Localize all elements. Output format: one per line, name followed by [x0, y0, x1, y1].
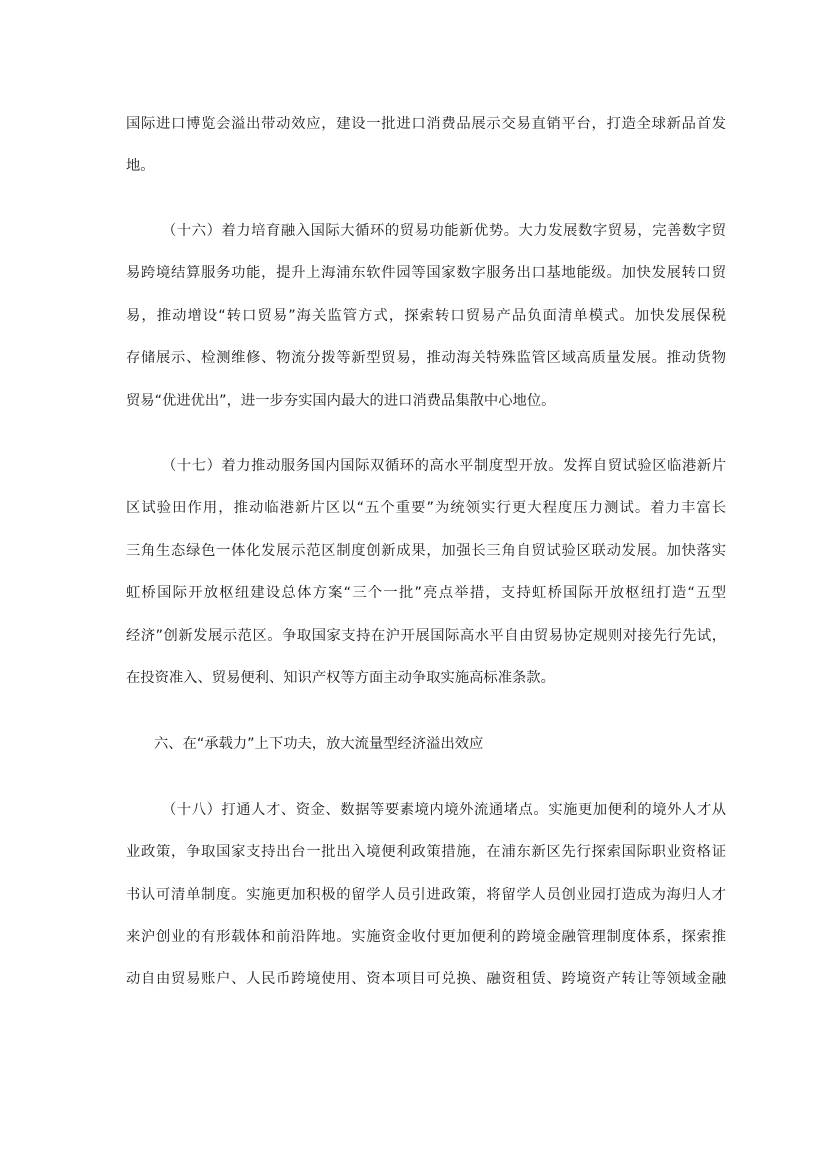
paragraph-line: 在投资准入、贸易便利、知识产权等方面主动争取实施高标准条款。 — [126, 670, 555, 686]
paragraph-line: 易跨境结算服务功能，提升上海浦东软件园等国家数字服务出口基地能级。加快发展转口贸 — [126, 265, 726, 281]
paragraph-line: 三角生态绿色一体化发展示范区制度创新成果，加强长三角自贸试验区联动发展。加快落实 — [126, 543, 726, 559]
paragraph-line: 书认可清单制度。实施更加积极的留学人员引进政策，将留学人员创业园打造成为海归人才 — [126, 887, 726, 903]
paragraph-line: 贸易“优进优出”，进一步夯实国内最大的进口消费品集散中心地位。 — [126, 393, 556, 409]
paragraph-line: 地。 — [126, 158, 155, 174]
section-heading: 六、在“承载力”上下功夫，放大流量型经济溢出效应 — [154, 736, 484, 752]
paragraph-line: （十七）着力推动服务国内国际双循环的高水平制度型开放。发挥自贸试验区临港新片 — [162, 458, 726, 474]
paragraph-line: 区试验田作用，推动临港新片区以“五个重要”为统领实行更大程度压力测试。着力丰富长 — [126, 500, 726, 516]
paragraph-line: 经济”创新发展示范区。争取国家支持在沪开展国际高水平自由贸易协定规则对接先行先试， — [126, 628, 726, 644]
paragraph-line: 存储展示、检测维修、物流分拨等新型贸易，推动海关特殊监管区域高质量发展。推动货物 — [126, 350, 726, 366]
paragraph-line: （十八）打通人才、资金、数据等要素境内境外流通堵点。实施更加便利的境外人才从 — [162, 802, 726, 818]
paragraph-line: 虹桥国际开放枢纽建设总体方案“三个一批”亮点举措，支持虹桥国际开放枢纽打造“五型 — [126, 585, 726, 601]
paragraph-line: 国际进口博览会溢出带动效应，建设一批进口消费品展示交易直销平台，打造全球新品首发 — [126, 116, 726, 132]
paragraph-line: 来沪创业的有形载体和前沿阵地。实施资金收付更加便利的跨境金融管理制度体系，探索推 — [126, 929, 726, 945]
paragraph-line: 业政策，争取国家支持出台一批出入境便利政策措施，在浦东新区先行探索国际职业资格证 — [126, 844, 726, 860]
paragraph-line: 易，推动增设“转口贸易”海关监管方式，探索转口贸易产品负面清单模式。加快发展保税 — [126, 308, 726, 324]
paragraph-line: 动自由贸易账户、人民币跨境使用、资本项目可兑换、融资租赁、跨境资产转让等领域金融 — [126, 971, 726, 987]
paragraph-line: （十六）着力培育融入国际大循环的贸易功能新优势。大力发展数字贸易，完善数字贸 — [162, 223, 726, 239]
